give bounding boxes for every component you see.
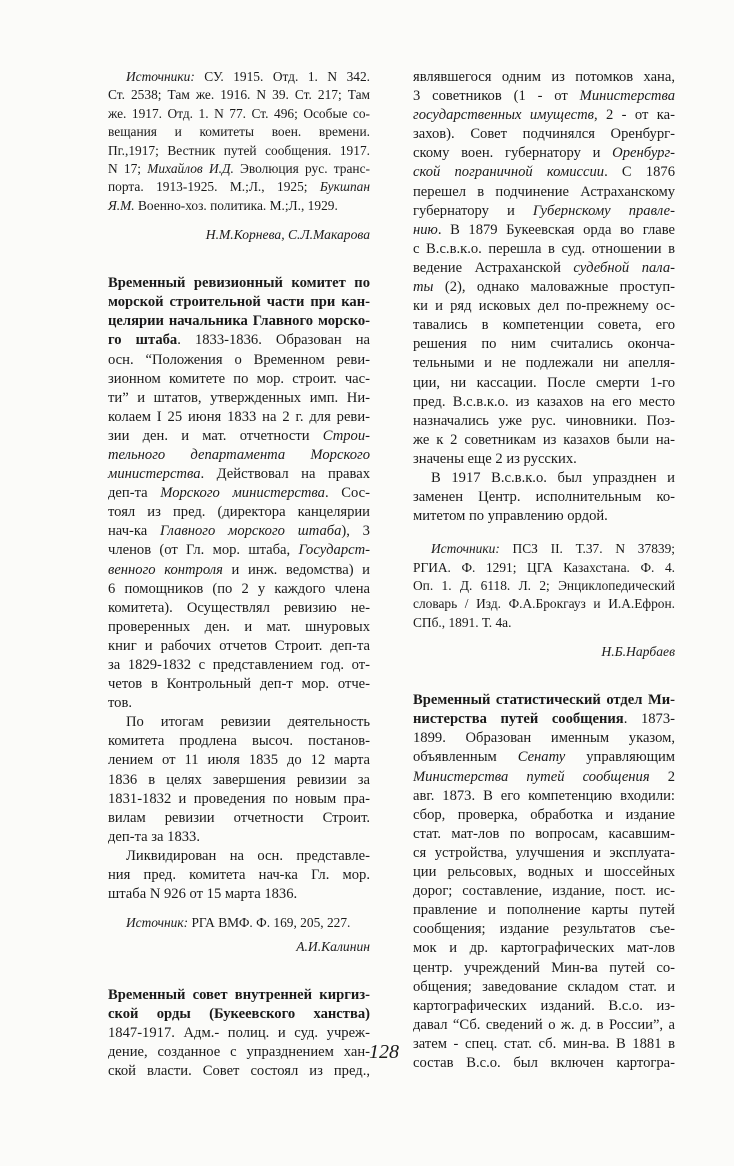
entry-bukeev-council: Временный совет внутренней киргиз- ской орды (Букеевского ханства) 1847-1917. Адм.- полиц. и суд. учреж- дение, созданное с упразднением хан- ской власти. Совет состоял из пред.,	[108, 986, 370, 1079]
text-line: Ст. 2538; Там же. 1916. N 39. Ст. 217; Там	[108, 87, 370, 103]
entry-title: Временный ревизионный комитет по	[108, 275, 370, 292]
text-line: же. 1917. Отд. 1. N 77. Ст. 496; Особые со-	[108, 105, 370, 121]
author-signature: Н.М.Корнева, С.Л.Макарова	[205, 227, 370, 243]
entry-revision-committee: Временный ревизионный комитет по морской строительной части при кан- целярии начальника Главного морско- го штаба. 1833-1836. Образован на осн. “Положения о Временном реви- зионном комитете по мор. строит. час- ти” и штатов, утвержденных имп. Ни- колаем I 25 июня 1833 на 2 г. для реви- зии ден. и мат. отчетности Строи- тельного департамента Морского министерства. Действовал на правах деп-та Морского министерства. Сос- тоял из пред. (директора канцелярии нач-ка Главного морского штаба), 3 членов (от Гл. мор. штаба, Государст- венного контроля и инж. ведомства) и 6 помощников (по 2 у каждого члена комитета). Осуществлял ревизию не- проверенных ден. и мат. шнуровых книг и рабочих отчетов Строит. деп-та за 1829-1832 с представлением год. от- четов в Контрольный деп-т мор. отче- тов. По итогам ревизии деятельность комитета продлена высоч. постанов- лением от 11 июля 1835 до 12 марта 1836 в целях завершения ревизии за 1831-1832 и проведения по новым пра- вилам ревизии отчетности Строит. деп-та за 1833. Ликвидирован на осн. представле- ния пред. комитета нач-ка Гл. мор. штаба N 926 от 15 марта 1836. Источник: РГА ВМФ. Ф. 169, 205, 227. А.И.Калинин	[108, 275, 370, 954]
author-signature: Н.Б.Нарбаев	[601, 644, 675, 660]
text-line: Пг.,1917; Вестник путей сообщения. 1917.	[108, 142, 370, 158]
entry-bukeev-council-continued: являвшегося одним из потомков хана, 3 советников (1 - от Министерства государственных имуществ, 2 - от ка- захов). Совет подчинялся Оренбург- скому воен. губернатору и Оренбург- ской пограничной комиссии. С 1876 перешел в подчинение Астраханскому губернатору и Губернскому правле- нию. В 1879 Букеевская орда во главе с В.с.в.к.о. перешла в суд. отношении в ведение Астраханской судебной пала- ты (2), однако маловажные проступ- ки и ряд исковых дел по-прежнему ос- тавались в компетенции совета, его решения по ним считались оконча- тельными и не подлежали ни апелля- ции, ни кассации. После смерти 1-го пред. В.с.в.к.о. из казахов на его место назначались уже рус. чиновники. Поз- же к 2 советникам из казахов были на- значены еще 2 из русских. В 1917 В.с.в.к.о. был упразднен и заменен Центр. исполнительным ко- митетом по управлению ордой. Источники: ПСЗ II. Т.37. N 37839; РГИА. Ф. 1291; ЦГА Казахстана. Ф. 4. Оп. 1. Д. 6118. Л. 2; Энциклопедический словарь / Изд. Ф.А.Брокгауз и И.А.Ефрон. СПб., 1891. Т. 4а. Н.Б.Нарбаев	[413, 69, 676, 660]
entry-statistical-dept: Временный статистический отдел Ми- нистерства путей сообщения. 1873- 1899. Образован именным указом, объявленным Сенату управляющим Министерства путей сообщения 2 авг. 1873. В его компетенцию входили: сбор, проверка, обработка и издание стат. мат-лов по вопросам, касавшим- ся устройства, улучшения и эксплуата- ции рельсовых, водных и шоссейных дорог; составление, издание, пост. ис- правление и пополнение карты путей сообщения; издание результатов съе- мок и др. картографических мат-лов центр. учреждений Мин-ва путей со- общения; заведование складом стат. и картографических изданий. В.с.о. из- давал “Сб. сведений о ж. д. в России”, а затем - спец. стат. сб. мин-ва. В 1881 в состав В.с.о. был включен картогра-	[413, 692, 676, 1071]
text-line: вещания и комитеты воен. времени.	[108, 124, 370, 140]
right-column	[413, 68, 675, 1073]
sources-block: Источники: СУ. 1915. Отд. 1. N 342. Ст. 2538; Там же. 1916. N 39. Ст. 217; Там же. 1917. Отд. 1. N 77. Ст. 496; Особые со- вещания и комитеты воен. времени. Пг.,1917; Вестник путей сообщения. 1917. N 17; Михайлов И.Д. Эволюция рус. транс- порта. 1913-1925. М.;Л., 1925; Букшпан Я.М. Военно-хоз. политика. М.;Л., 1929.	[108, 69, 370, 213]
source-label: Источник:	[126, 915, 189, 931]
page-number: 128	[369, 1041, 399, 1063]
sources-block: Источники: ПСЗ II. Т.37. N 37839; РГИА. Ф. 1291; ЦГА Казахстана. Ф. 4. Оп. 1. Д. 6118. Л. 2; Энциклопедический словарь / Изд. Ф.А.Брокгауз и И.А.Ефрон. СПб., 1891. Т. 4а.	[413, 541, 675, 630]
entry-title: Временный статистический отдел Ми-	[413, 692, 675, 709]
sources-label: Источники:	[431, 541, 500, 557]
left-column	[108, 68, 370, 1081]
sources-label: Источники:	[126, 69, 195, 84]
author-signature: А.И.Калинин	[296, 938, 370, 954]
entry-title: Временный совет внутренней киргиз-	[108, 986, 370, 1003]
